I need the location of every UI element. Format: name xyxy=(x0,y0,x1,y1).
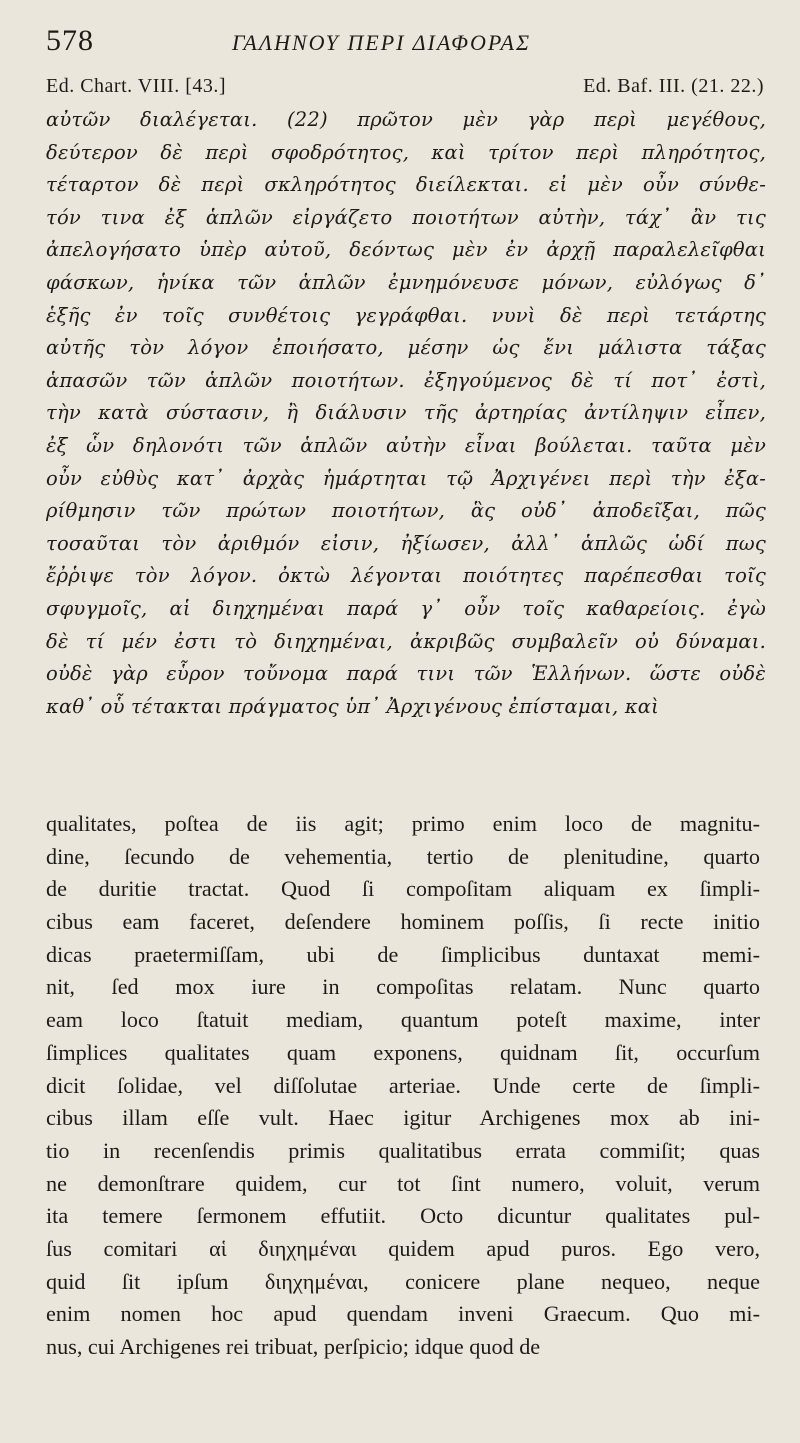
greek-text-block xyxy=(46,104,766,723)
latin-text-line: dine, ſecundo de vehementia, tertio de plenitudine, quarto xyxy=(46,843,760,869)
latin-text-line: ita temere ſermonem effutiit. Octo dicuntur qualitates pul- xyxy=(46,1203,760,1229)
greek-text-line: ἁπασῶν τῶν ἁπλῶν ποιοτήτων. ἐξηγούμενος δὲ τί ποτ᾽ ἐστὶ, xyxy=(46,368,766,392)
greek-text-line: καθ᾽ οὗ τέτακται πράγματος ὑπ᾽ Ἀρχιγένους ἐπίσταμαι, καὶ xyxy=(46,694,660,718)
greek-text-line: ἐξ ὧν δηλονότι τῶν ἁπλῶν αὐτὴν εἶναι βούλεται. ταῦτα μὲν xyxy=(46,433,766,457)
greek-text-line: φάσκων, ἡνίκα τῶν ἁπλῶν ἐμνημόνευσε μόνων, εὐλόγως δ᾽ xyxy=(46,270,766,294)
greek-text-line: δεύτερον δὲ περὶ σφοδρότητος, καὶ τρίτον περὶ πληρότητος, xyxy=(46,140,766,164)
latin-text-line: eam loco ſtatuit mediam, quantum poteſt maxime, inter xyxy=(46,1007,760,1033)
latin-text-line: nus, cui Archigenes rei tribuat, perſpicio; idque quod de xyxy=(46,1334,541,1359)
greek-text-line: τέταρτον δὲ περὶ σκληρότητος διείλεκται. εἰ μὲν οὖν σύνθε- xyxy=(46,173,766,197)
greek-text-line: ἑξῆς ἐν τοῖς συνθέτοις γεγράφθαι. νυνὶ δὲ περὶ τετάρτης xyxy=(46,303,766,327)
latin-text-line: ne demonſtrare quidem, cur tot ſint numero, voluit, verum xyxy=(46,1170,760,1196)
greek-text-line: οὖν εὐθὺς κατ᾽ ἀρχὰς ἡμάρτηται τῷ Ἀρχιγένει περὶ τὴν ἐξα- xyxy=(46,466,766,490)
latin-text-line: dicit ſolidae, vel diſſolutae arteriae. Unde certe de ſimpli- xyxy=(46,1072,760,1098)
greek-text-line: αὐτῆς τὸν λόγον ἐποιήσατο, μέσην ὡς ἔνι μάλιστα τάξας xyxy=(46,336,766,360)
greek-text-line: ἔῤῥιψε τὸν λόγον. ὀκτὼ λέγονται ποιότητες παρέπεσθαι τοῖς xyxy=(46,564,766,588)
greek-text-line: σφυγμοῖς, αἱ διηχημέναι παρά γ᾽ οὖν τοῖς καθαρείοις. ἐγὼ xyxy=(46,596,766,620)
page-number: 578 xyxy=(46,24,94,57)
latin-text-block xyxy=(46,808,760,1364)
greek-text-line: δὲ τί μέν ἐστι τὸ διηχημέναι, ἀκριβῶς συμβαλεῖν οὐ δύναμαι. xyxy=(46,629,766,653)
greek-text-line: αὐτῶν διαλέγεται. (22) πρῶτον μὲν γὰρ περὶ μεγέθους, xyxy=(46,108,766,131)
latin-text-line: enim nomen hoc apud quendam inveni Graecum. Quo mi- xyxy=(46,1301,760,1327)
latin-text-line: nit, ſed mox iure in compoſitas relatam. Nunc quarto xyxy=(46,974,760,1000)
latin-text-line: tio in recenſendis primis qualitatibus errata commiſit; quas xyxy=(46,1137,760,1163)
latin-text-line: ſus comitari αἱ διηχημέναι quidem apud puros. Ego vero, xyxy=(46,1235,760,1261)
edition-reference-right: Ed. Baf. III. (21. 22.) xyxy=(583,75,764,97)
latin-text-line: qualitates, poſtea de iis agit; primo enim loco de magnitu- xyxy=(46,811,760,836)
greek-text-line: τόν τινα ἐξ ἁπλῶν εἰργάζετο ποιοτήτων αὐτὴν, τάχ᾽ ἂν τις xyxy=(46,205,766,229)
latin-text-line: ſimplices qualitates quam exponens, quidnam ſit, occurſum xyxy=(46,1039,760,1065)
greek-text-line: ρίθμησιν τῶν πρώτων ποιοτήτων, ἃς οὐδ᾽ ἀποδεῖξαι, πῶς xyxy=(46,499,766,523)
running-title: ΓΑΛΗΝΟΥ ΠΕΡΙ ΔΙΑΦΟΡΑΣ xyxy=(232,30,532,55)
greek-text-line: οὐδὲ γὰρ εὗρον τοὔνομα παρά τινι τῶν Ἑλλήνων. ὥστε οὐδὲ xyxy=(46,662,766,686)
latin-text-line: dicas praetermiſſam, ubi de ſimplicibus duntaxat memi- xyxy=(46,941,760,967)
page-header xyxy=(46,22,760,66)
greek-text-line: τοσαῦται τὸν ἀριθμόν εἰσιν, ἠξίωσεν, ἀλλ᾽ ἁπλῶς ὡδί πως xyxy=(46,531,766,555)
latin-text-line: de duritie tractat. Quod ſi compoſitam aliquam ex ſimpli- xyxy=(46,876,760,902)
latin-text-line: cibus illam eſſe vult. Haec igitur Archigenes mox ab ini- xyxy=(46,1105,760,1131)
greek-text-line: τὴν κατὰ σύστασιν, ἢ διάλυσιν τῆς ἀρτηρίας ἀντίληψιν εἶπεν, xyxy=(46,401,766,425)
greek-text-line: ἀπελογήσατο ὑπὲρ αὐτοῦ, δεόντως μὲν ἐν ἀρχῇ παραλελεῖφθαι xyxy=(46,238,766,262)
edition-reference-left: Ed. Chart. VIII. [43.] xyxy=(46,75,227,97)
latin-text-line: quid ſit ipſum διηχημέναι, conicere plane nequeo, neque xyxy=(46,1268,760,1294)
latin-text-line: cibus eam faceret, deſendere hominem poſſis, ſi recte initio xyxy=(46,909,760,935)
